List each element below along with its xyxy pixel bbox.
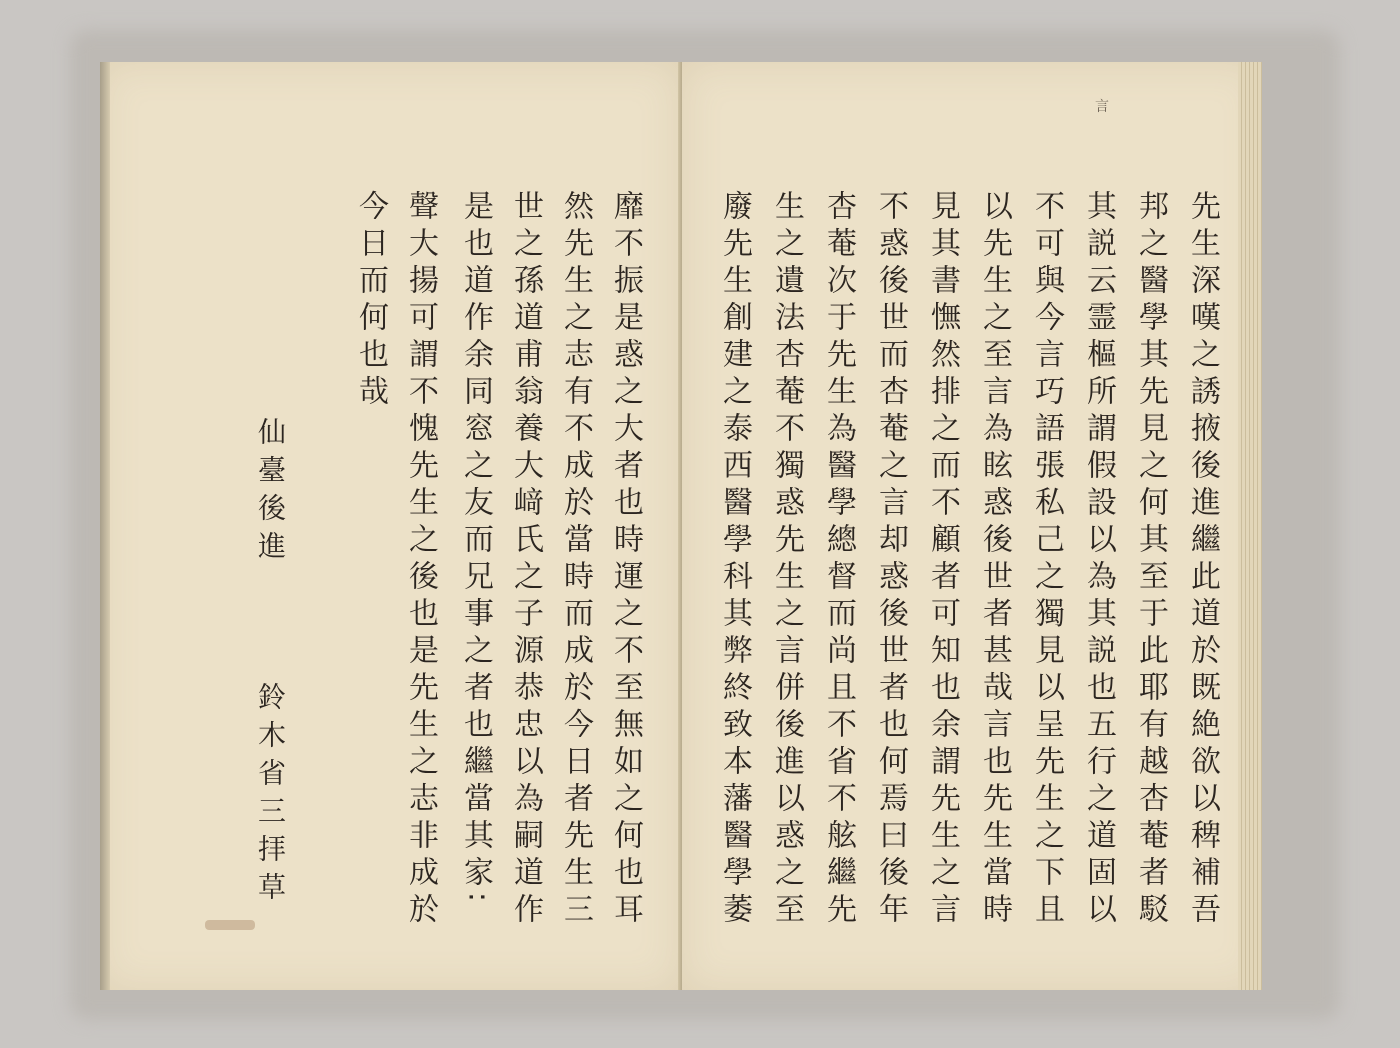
open-book [100, 62, 1290, 990]
page-edge-stack [1238, 62, 1262, 990]
right-column-4: 不可與今言巧語張私己之獨見以呈先生之下且 [1029, 190, 1064, 930]
signature-name: 鈴木省三拝草 [254, 682, 287, 910]
left-column-5: 聲大揚可謂不愧先生之後也是先生之志非成於 [403, 190, 438, 930]
signature-place: 仙臺後進 [254, 417, 287, 569]
right-column-8: 杏菴次于先生為醫學總督而尚且不省不舷繼先 [821, 190, 856, 930]
right-column-10: 廢先生創建之泰西醫學科其弊終致本藩醫學萎 [717, 190, 752, 930]
right-column-2: 邦之醫學其先見之何其至于此耶有越杏菴者駁 [1133, 190, 1168, 930]
left-column-4: 是也道作余同窓之友而兄事之者也繼當其家∶ [458, 190, 493, 908]
left-page [100, 62, 681, 990]
left-column-3: 世之孫道甫翁養大﨑氏之子源恭忠以為嗣道作 [508, 190, 543, 930]
left-column-1: 靡不振是惑之大者也時運之不至無如之何也耳 [608, 190, 643, 930]
left-column-2: 然先生之志有不成於當時而成於今日者先生三 [558, 190, 593, 930]
left-column-6: 今日而何也哉 [353, 190, 388, 412]
right-column-6: 見其書憮然排之而不顧者可知也余謂先生之言 [925, 190, 960, 930]
page-mark: 言 [1095, 99, 1109, 115]
right-column-5: 以先生之至言為眩惑後世者甚哉言也先生當時 [977, 190, 1012, 930]
paper-stain [205, 920, 255, 930]
right-column-9: 生之遺法杏菴不獨惑先生之言併後進以惑之至 [769, 190, 804, 930]
right-column-1: 先生深嘆之誘掖後進繼此道於既絶欲以稗補吾 [1185, 190, 1220, 930]
right-page [682, 62, 1262, 990]
right-column-7: 不惑後世而杏菴之言却惑後世者也何焉曰後年 [873, 190, 908, 930]
left-board-edge [100, 62, 110, 990]
right-column-3: 其説云霊樞所謂假設以為其説也五行之道固以 [1081, 190, 1116, 930]
